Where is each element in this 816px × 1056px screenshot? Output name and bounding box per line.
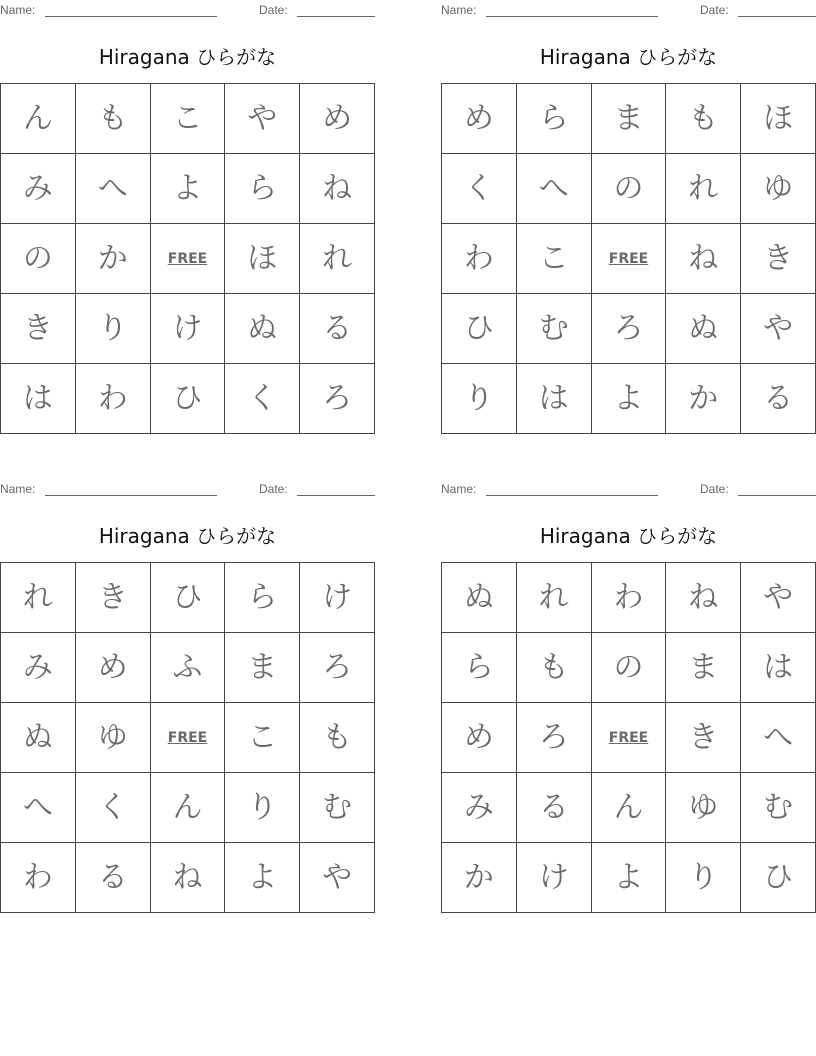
bingo-cell: ら [225, 563, 300, 633]
bingo-cell: も [76, 84, 151, 154]
bingo-cell: こ [151, 84, 226, 154]
grid-row [1, 84, 375, 154]
bingo-cell: ひ [741, 843, 816, 913]
card-title: Hiragana ひらがな [539, 45, 718, 69]
bingo-cell: ぬ [442, 563, 517, 633]
grid-row [1, 703, 375, 773]
bingo-cell: ほ [741, 84, 816, 154]
bingo-cell: ぬ [225, 294, 300, 364]
grid-row [1, 843, 375, 913]
bingo-grid [0, 83, 375, 434]
card-title: Hiragana ひらがな [98, 524, 277, 548]
bingo-cell: や [741, 563, 816, 633]
bingo-grid [0, 562, 375, 913]
grid-row [442, 773, 816, 843]
grid-row [442, 364, 816, 434]
bingo-cell: こ [517, 224, 592, 294]
bingo-grid [441, 562, 816, 913]
grid-row [1, 154, 375, 224]
bingo-cell: れ [666, 154, 741, 224]
card-header [0, 482, 375, 498]
bingo-cell: よ [592, 843, 667, 913]
grid-row [1, 364, 375, 434]
bingo-cell: ら [225, 154, 300, 224]
bingo-cell: り [666, 843, 741, 913]
bingo-cell: は [1, 364, 76, 434]
name-label: Name: [441, 3, 477, 17]
name-blank-line [486, 495, 658, 496]
bingo-cell: は [517, 364, 592, 434]
bingo-cell: ぬ [666, 294, 741, 364]
bingo-cell: へ [1, 773, 76, 843]
date-label: Date: [259, 3, 288, 17]
bingo-cell: ひ [442, 294, 517, 364]
bingo-cell: ほ [225, 224, 300, 294]
card-title: Hiragana ひらがな [98, 45, 277, 69]
bingo-cell: れ [1, 563, 76, 633]
bingo-cell: へ [76, 154, 151, 224]
bingo-cell: や [741, 294, 816, 364]
bingo-cell: か [442, 843, 517, 913]
bingo-cell: ま [592, 84, 667, 154]
bingo-cell: く [442, 154, 517, 224]
date-label: Date: [700, 3, 729, 17]
bingo-cell: む [517, 294, 592, 364]
grid-row [1, 773, 375, 843]
bingo-cell: ら [442, 633, 517, 703]
bingo-cell: ね [300, 154, 375, 224]
grid-row [442, 563, 816, 633]
bingo-cell: へ [517, 154, 592, 224]
grid-row [442, 703, 816, 773]
bingo-cell: の [592, 154, 667, 224]
bingo-cell: や [225, 84, 300, 154]
bingo-cell: け [300, 563, 375, 633]
bingo-cell: み [1, 154, 76, 224]
bingo-cell: り [225, 773, 300, 843]
bingo-cell: み [1, 633, 76, 703]
name-label: Name: [0, 482, 36, 496]
bingo-cell: ゆ [666, 773, 741, 843]
bingo-cell: ね [666, 224, 741, 294]
bingo-cell: れ [300, 224, 375, 294]
bingo-card-2 [441, 0, 816, 434]
name-label: Name: [441, 482, 477, 496]
bingo-cell: ゆ [741, 154, 816, 224]
bingo-cell: り [442, 364, 517, 434]
free-space-cell: FREE [151, 224, 226, 294]
card-header [441, 482, 816, 498]
bingo-cell: め [300, 84, 375, 154]
grid-row [442, 224, 816, 294]
bingo-cell: む [741, 773, 816, 843]
free-space-cell: FREE [592, 224, 667, 294]
name-blank-line [45, 495, 217, 496]
bingo-cell: へ [741, 703, 816, 773]
grid-row [442, 843, 816, 913]
bingo-cell: も [517, 633, 592, 703]
bingo-cell: ぬ [1, 703, 76, 773]
date-blank-line [297, 495, 375, 496]
grid-row [1, 294, 375, 364]
name-blank-line [45, 16, 217, 17]
bingo-cell: ま [666, 633, 741, 703]
bingo-cell: も [300, 703, 375, 773]
bingo-cell: め [442, 84, 517, 154]
card-header [0, 3, 375, 19]
date-blank-line [738, 495, 816, 496]
bingo-cell: る [300, 294, 375, 364]
bingo-grid [441, 83, 816, 434]
grid-row [442, 294, 816, 364]
grid-row [1, 224, 375, 294]
bingo-cell: ん [151, 773, 226, 843]
bingo-cell: む [300, 773, 375, 843]
grid-row [1, 633, 375, 703]
bingo-cell: ら [517, 84, 592, 154]
bingo-cell: ろ [592, 294, 667, 364]
name-blank-line [486, 16, 658, 17]
bingo-card-4 [441, 479, 816, 913]
bingo-cell: こ [225, 703, 300, 773]
free-space-cell: FREE [151, 703, 226, 773]
bingo-cell: き [1, 294, 76, 364]
bingo-cell: ろ [517, 703, 592, 773]
bingo-cell: く [76, 773, 151, 843]
date-label: Date: [700, 482, 729, 496]
bingo-cell: ん [592, 773, 667, 843]
bingo-cell: ひ [151, 364, 226, 434]
bingo-cell: き [76, 563, 151, 633]
bingo-cell: り [76, 294, 151, 364]
date-blank-line [738, 16, 816, 17]
bingo-cell: め [76, 633, 151, 703]
bingo-cell: み [442, 773, 517, 843]
bingo-cell: は [741, 633, 816, 703]
bingo-cell: ろ [300, 633, 375, 703]
grid-row [442, 633, 816, 703]
bingo-cell: も [666, 84, 741, 154]
bingo-cell: ね [151, 843, 226, 913]
bingo-cell: よ [225, 843, 300, 913]
bingo-cell: よ [592, 364, 667, 434]
grid-row [442, 154, 816, 224]
bingo-cell: の [592, 633, 667, 703]
bingo-cell: く [225, 364, 300, 434]
grid-row [442, 84, 816, 154]
bingo-cell: き [741, 224, 816, 294]
bingo-cell: ま [225, 633, 300, 703]
card-header [441, 3, 816, 19]
bingo-cell: わ [592, 563, 667, 633]
card-title: Hiragana ひらがな [539, 524, 718, 548]
bingo-cell: め [442, 703, 517, 773]
bingo-cell: の [1, 224, 76, 294]
bingo-cell: ろ [300, 364, 375, 434]
bingo-cell: か [76, 224, 151, 294]
bingo-cell: よ [151, 154, 226, 224]
bingo-cell: ね [666, 563, 741, 633]
date-blank-line [297, 16, 375, 17]
bingo-cell: わ [442, 224, 517, 294]
bingo-card-3 [0, 479, 375, 913]
grid-row [1, 563, 375, 633]
bingo-cell: る [76, 843, 151, 913]
bingo-cell: き [666, 703, 741, 773]
bingo-cell: か [666, 364, 741, 434]
bingo-cell: る [517, 773, 592, 843]
free-space-cell: FREE [592, 703, 667, 773]
bingo-cell: れ [517, 563, 592, 633]
bingo-cell: ふ [151, 633, 226, 703]
bingo-cell: け [151, 294, 226, 364]
bingo-cell: ひ [151, 563, 226, 633]
bingo-cell: ん [1, 84, 76, 154]
date-label: Date: [259, 482, 288, 496]
bingo-card-1 [0, 0, 375, 434]
bingo-cell: わ [1, 843, 76, 913]
bingo-cell: や [300, 843, 375, 913]
name-label: Name: [0, 3, 36, 17]
bingo-cell: ゆ [76, 703, 151, 773]
bingo-cell: け [517, 843, 592, 913]
bingo-cell: る [741, 364, 816, 434]
bingo-cell: わ [76, 364, 151, 434]
